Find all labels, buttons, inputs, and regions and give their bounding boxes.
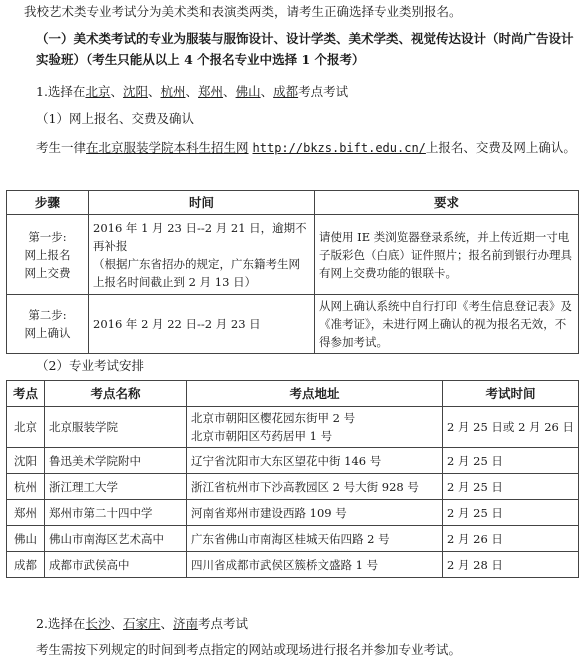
exam-address-cell <box>187 407 443 448</box>
item1-city: 郑州 <box>198 84 224 99</box>
address-line: 北京市朝阳区芍药居甲 1 号 <box>191 429 333 443</box>
online-pre: 考生一律 <box>36 140 87 155</box>
intro-paragraph: 我校艺术类专业考试分为美术类和表演类两类，请考生正确选择专业类别报名。 <box>24 4 462 19</box>
exam-site-name-cell: 郑州市第二十四中学 <box>45 500 187 526</box>
item1-city: 佛山 <box>235 84 261 99</box>
table-row <box>7 474 579 500</box>
address-line: 广东省佛山市南海区桂城天佑四路 2 号 <box>191 531 390 546</box>
item1-city: 成都 <box>273 84 299 99</box>
sub-heading-online: （1）网上报名、交费及确认 <box>36 111 194 126</box>
city-separator: 、 <box>185 84 199 99</box>
exam-address-cell <box>187 500 443 526</box>
address-line: 河南省郑州市建设西路 109 号 <box>191 505 347 520</box>
section-title: （一）美术类考试的专业为服装与服饰设计、设计学类、美术学类、视觉传达设计（时尚广告设计实验班）（考生只能从以上 4 个报名专业中选择 1 个报考） <box>36 31 574 67</box>
exam-schedule-table <box>6 380 579 578</box>
city-separator: 、 <box>223 84 236 99</box>
item2-prefix: 2.选择在 <box>36 616 86 631</box>
exam-city-cell: 佛山 <box>7 526 45 552</box>
exam-time-cell: 2 月 26 日 <box>443 526 579 552</box>
exam-city-cell: 杭州 <box>7 474 45 500</box>
exam-time-cell: 2 月 25 日 <box>443 448 579 474</box>
address-line: 浙江省杭州市下沙高教园区 2 号大街 928 号 <box>191 479 419 494</box>
address-line: 北京市朝阳区樱花园东街甲 2 号 <box>191 411 356 425</box>
requirement-cell: 从网上确认系统中自行打印《考生信息登记表》及《准考证》，未进行网上确认的视为报名无效，不得参加考试。 <box>315 295 579 354</box>
online-registration-text <box>0 136 580 160</box>
steps-header-req: 要求 <box>315 191 579 215</box>
item2-city-list <box>85 616 198 631</box>
exam-header-address: 考点地址 <box>187 381 443 407</box>
exam-site-name-cell: 北京服装学院 <box>45 407 187 448</box>
exam-city-cell: 成都 <box>7 552 45 578</box>
item2-suffix: 考点考试 <box>198 616 249 631</box>
table-row <box>7 295 579 354</box>
exam-address-cell <box>187 448 443 474</box>
table-row <box>7 407 579 448</box>
table-row <box>7 552 579 578</box>
exam-time-cell: 2 月 25 日 <box>443 474 579 500</box>
table-row <box>7 526 579 552</box>
city-separator: 、 <box>160 616 173 631</box>
sub-heading-exam: （2）专业考试安排 <box>36 358 144 373</box>
exam-site-name-cell: 成都市武侯高中 <box>45 552 187 578</box>
exam-time-cell: 2 月 25 日 <box>443 500 579 526</box>
item1-city: 沈阳 <box>122 84 148 99</box>
exam-time-cell: 2 月 28 日 <box>443 552 579 578</box>
item2-line <box>0 614 586 634</box>
exam-address-cell <box>187 552 443 578</box>
city-separator: 、 <box>110 616 123 631</box>
address-line: 四川省成都市武侯区簇桥文盛路 1 号 <box>191 557 379 572</box>
exam-site-name-cell: 浙江理工大学 <box>45 474 187 500</box>
registration-url-link[interactable]: http://bkzs.bift.edu.cn/ <box>252 141 426 155</box>
time-cell: 2016 年 1 月 23 日--2 月 21 日，逾期不再补报 （根据广东省招办的规定，广东籍考生网上报名时间截止到 2 月 13 日） <box>89 215 315 295</box>
step-cell: 第二步: 网上确认 <box>7 295 89 354</box>
exam-city-cell: 北京 <box>7 407 45 448</box>
city-separator: 、 <box>260 84 274 99</box>
exam-site-name-cell: 鲁迅美术学院附中 <box>45 448 187 474</box>
exam-address-cell <box>187 474 443 500</box>
time-cell: 2016 年 2 月 22 日--2 月 23 日 <box>89 295 315 354</box>
city-separator: 、 <box>110 84 123 99</box>
item1-city: 北京 <box>85 84 111 99</box>
requirement-cell: 请使用 IE 类浏览器登录系统，并上传近期一寸电子版彩色（白底）证件照片；报名前到银行办理具有网上交费功能的银联卡。 <box>315 215 579 295</box>
exam-city-cell: 沈阳 <box>7 448 45 474</box>
exam-time-cell: 2 月 25 日或 2 月 26 日 <box>443 407 579 448</box>
exam-header-city: 考点 <box>7 381 45 407</box>
item1-city: 杭州 <box>160 84 186 99</box>
address-line: 辽宁省沈阳市大东区望花中街 146 号 <box>191 453 382 468</box>
item2-city: 石家庄 <box>122 616 161 631</box>
item1-prefix: 1.选择在 <box>36 84 86 99</box>
city-separator: 、 <box>147 84 161 99</box>
exam-city-cell: 郑州 <box>7 500 45 526</box>
table-row <box>7 215 579 295</box>
table-row <box>7 448 579 474</box>
final-instruction: 考生需按下列规定的时间到考点指定的网站或现场进行报名并参加专业考试。 <box>36 642 462 657</box>
item2-city: 长沙 <box>85 616 111 631</box>
steps-header-step: 步骤 <box>7 191 89 215</box>
item2-city: 济南 <box>173 616 199 631</box>
item1-suffix: 考点考试 <box>298 84 349 99</box>
steps-header-time: 时间 <box>89 191 315 215</box>
online-post: 上报名、交费及网上确认。 <box>425 140 576 155</box>
item1-city-list <box>85 84 298 99</box>
exam-address-cell <box>187 526 443 552</box>
steps-table <box>6 190 579 354</box>
exam-header-name: 考点名称 <box>45 381 187 407</box>
exam-header-time: 考试时间 <box>443 381 579 407</box>
step-cell: 第一步: 网上报名 网上交费 <box>7 215 89 295</box>
online-site-name: 在北京服装学院本科生招生网 <box>86 140 249 155</box>
table-row <box>7 500 579 526</box>
exam-site-name-cell: 佛山市南海区艺术高中 <box>45 526 187 552</box>
item1-line <box>0 82 586 102</box>
